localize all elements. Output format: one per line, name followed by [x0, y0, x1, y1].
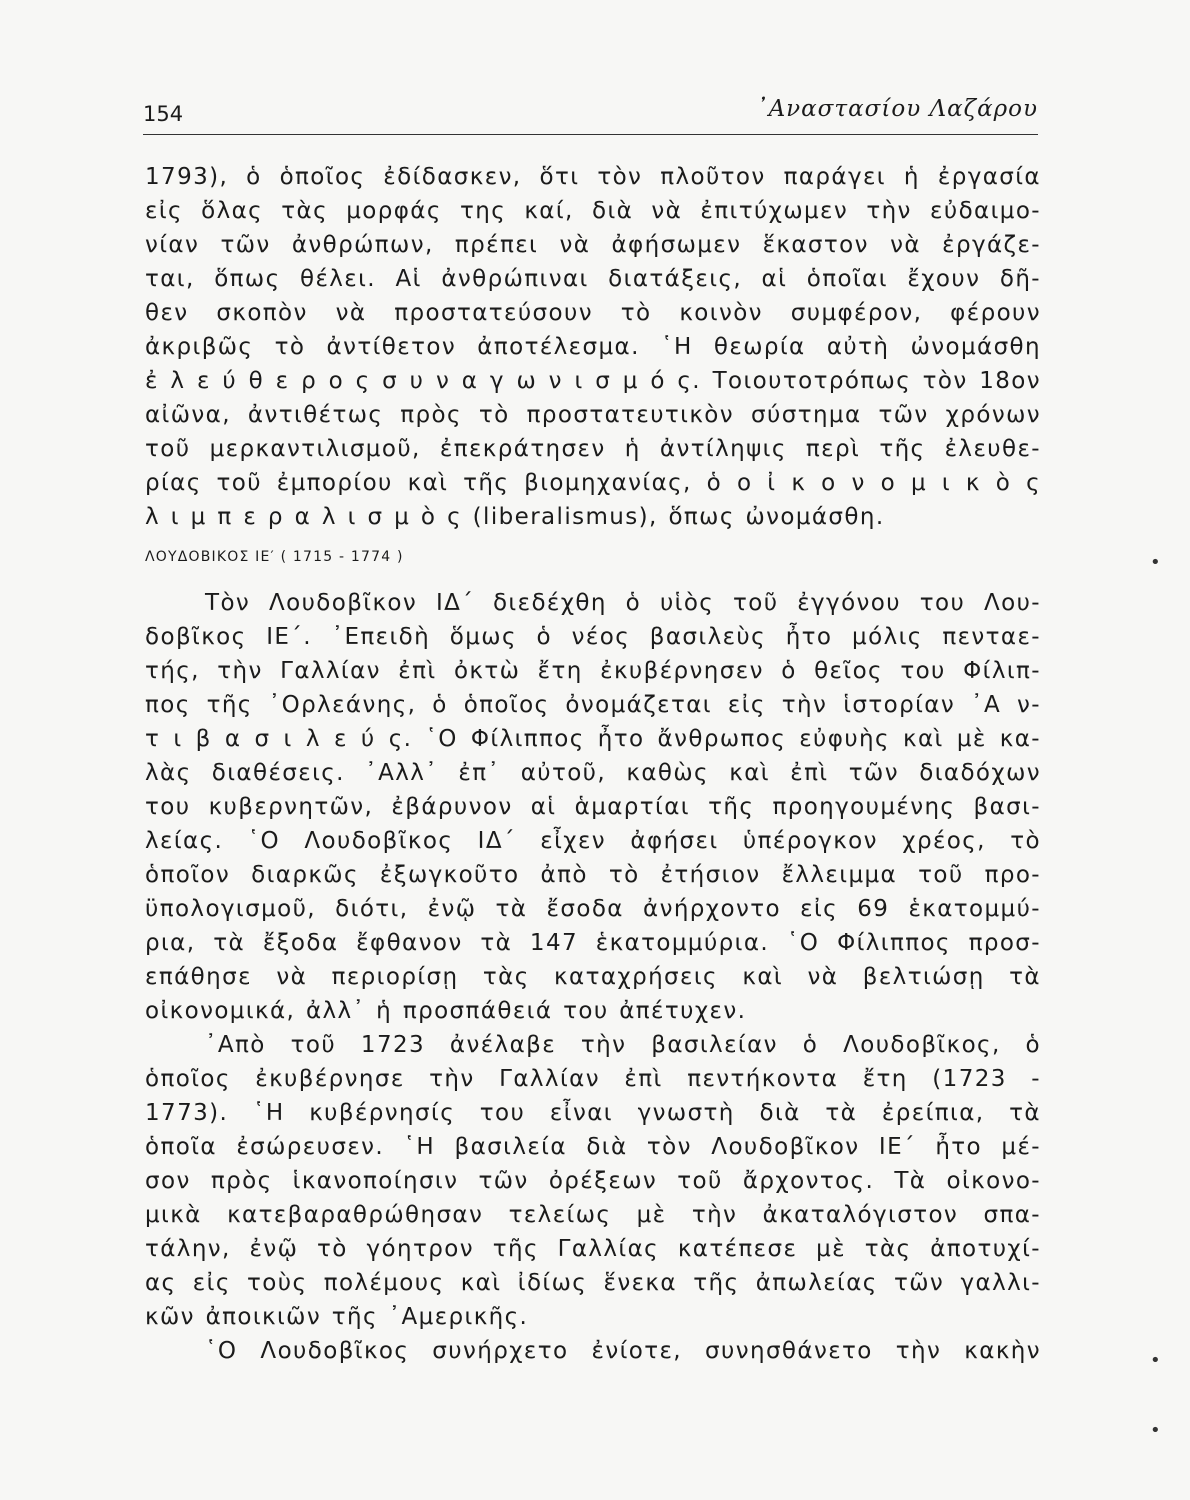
text-line: του κυβερνητῶν, ἐβάρυνον αἱ ἁμαρτίαι τῆς προηγουμένης βασι- — [145, 794, 1041, 820]
text-line: θεν σκοπὸν νὰ προστατεύσουν τὸ κοινὸν συμφέρον, φέρουν — [145, 300, 1041, 326]
section-heading: ΛΟΥΔΟΒΙΚΟΣ ΙΕ′ ( 1715 - 1774 ) — [145, 549, 404, 565]
running-head: ᾿Αναστασίου Λαζάρου — [756, 96, 1038, 122]
header-rule — [143, 134, 1038, 135]
text-line: ϋπολογισμοῦ, διότι, ἐνῷ τὰ ἔσοδα ἀνήρχοντο εἰς 69 ἑκατομμύ- — [145, 896, 1041, 922]
text-line: 1773). ῾Η κυβέρνησίς του εἶναι γνωστὴ διὰ τὰ ἐρείπια, τὰ — [145, 1100, 1041, 1126]
text-line: ρίας τοῦ ἐμπορίου καὶ τῆς βιομηχανίας, ὁ ο ἰ κ ο ν ο μ ι κ ὸ ς — [145, 470, 1041, 496]
page-number: 154 — [143, 102, 184, 126]
text-line: ας εἰς τοὺς πολέμους καὶ ἰδίως ἕνεκα τῆς ἀπωλείας τῶν γαλλι- — [145, 1270, 1041, 1296]
text-line: αἰῶνα, ἀντιθέτως πρὸς τὸ προστατευτικὸν σύστημα τῶν χρόνων — [145, 402, 1041, 428]
text-line: ὁποῖος ἐκυβέρνησε τὴν Γαλλίαν ἐπὶ πεντήκοντα ἔτη (1723 - — [145, 1066, 1041, 1092]
paragraph-3 — [145, 1028, 1041, 1334]
text-line: τ ι β α σ ι λ ε ύ ς. ῾Ο Φίλιππος ἦτο ἄνθρωπος εὐφυὴς καὶ μὲ κα- — [145, 726, 1041, 752]
margin-mark: • — [1150, 1420, 1161, 1441]
text-line: ὁποῖον διαρκῶς ἐξωγκοῦτο ἀπὸ τὸ ἐτήσιον ἔλλειμμα τοῦ προ- — [145, 862, 1041, 888]
text-line: τοῦ μερκαντιλισμοῦ, ἐπεκράτησεν ἡ ἀντίληψις περὶ τῆς ἐλευθε- — [145, 436, 1041, 462]
text-line: εἰς ὅλας τὰς μορφάς της καί, διὰ νὰ ἐπιτύχωμεν τὴν εὐδαιμο- — [145, 198, 1041, 224]
text-line: οἰκονομικά, ἀλλ᾿ ἡ προσπάθειά του ἀπέτυχεν. — [145, 998, 747, 1024]
text-line: 1793), ὁ ὁποῖος ἐδίδασκεν, ὅτι τὸν πλοῦτον παράγει ἡ ἐργασία — [145, 164, 1041, 190]
text-line: πος τῆς ᾿Ορλεάνης, ὁ ὁποῖος ὀνομάζεται εἰς τὴν ἱστορίαν ᾿Α ν- — [145, 692, 1041, 718]
text-line: νίαν τῶν ἀνθρώπων, πρέπει νὰ ἀφήσωμεν ἕκαστον νὰ ἐργάζε- — [145, 232, 1041, 258]
text-line: ρια, τὰ ἔξοδα ἔφθανον τὰ 147 ἑκατομμύρια. ῾Ο Φίλιππος προσ- — [145, 930, 1041, 956]
paragraph-2 — [145, 586, 1041, 1028]
margin-mark: • — [1150, 1350, 1161, 1371]
text-line: ται, ὅπως θέλει. Αἱ ἀνθρώπιναι διατάξεις, αἱ ὁποῖαι ἔχουν δῆ- — [145, 266, 1041, 292]
text-line: κῶν ἀποικιῶν τῆς ᾿Αμερικῆς. — [145, 1304, 529, 1330]
text-line: λ ι μ π ε ρ α λ ι σ μ ὸ ς (liberalismus), ὅπως ὠνομάσθη. — [145, 504, 885, 530]
body-text — [145, 160, 1041, 1368]
text-line: τής, τὴν Γαλλίαν ἐπὶ ὀκτὼ ἔτη ἐκυβέρνησεν ὁ θεῖος του Φίλιπ- — [145, 658, 1041, 684]
text-line: σον πρὸς ἱκανοποίησιν τῶν ὀρέξεων τοῦ ἄρχοντος. Τὰ οἰκονο- — [145, 1168, 1041, 1194]
text-line: ᾿Απὸ τοῦ 1723 ἀνέλαβε τὴν βασιλείαν ὁ Λουδοβῖκος, ὁ — [205, 1032, 1041, 1058]
text-line: τάλην, ἐνῷ τὸ γόητρον τῆς Γαλλίας κατέπεσε μὲ τὰς ἀποτυχί- — [145, 1236, 1041, 1262]
text-line: Τὸν Λουδοβῖκον ΙΔ΄ διεδέχθη ὁ υἱὸς τοῦ ἐγγόνου του Λου- — [205, 590, 1041, 616]
paragraph-1 — [145, 160, 1041, 534]
text-line: λὰς διαθέσεις. ᾿Αλλ᾿ ἐπ᾿ αὐτοῦ, καθὼς καὶ ἐπὶ τῶν διαδόχων — [145, 760, 1041, 786]
text-line: επάθησε νὰ περιορίσῃ τὰς καταχρήσεις καὶ νὰ βελτιώσῃ τὰ — [145, 964, 1041, 990]
text-line: ὁποῖα ἐσώρευσεν. ῾Η βασιλεία διὰ τὸν Λουδοβῖκον ΙΕ΄ ἦτο μέ- — [145, 1134, 1041, 1160]
text-line: δοβῖκος ΙΕ΄. ᾿Επειδὴ ὅμως ὁ νέος βασιλεὺς ἦτο μόλις πενταε- — [145, 624, 1041, 650]
text-line: μικὰ κατεβαραθρώθησαν τελείως μὲ τὴν ἀκαταλόγιστον σπα- — [145, 1202, 1041, 1228]
text-line: ῾Ο Λουδοβῖκος συνήρχετο ἐνίοτε, συνησθάνετο τὴν κακὴν — [205, 1338, 1041, 1364]
margin-mark: • — [1150, 552, 1161, 573]
text-line: ἀκριβῶς τὸ ἀντίθετον ἀποτέλεσμα. ῾Η θεωρία αὐτὴ ὠνομάσθη — [145, 334, 1041, 360]
paragraph-4 — [145, 1334, 1041, 1368]
text-line: λείας. ῾Ο Λουδοβῖκος ΙΔ΄ εἶχεν ἀφήσει ὑπέρογκον χρέος, τὸ — [145, 828, 1041, 854]
text-line: ἐ λ ε ύ θ ε ρ ο ς σ υ ν α γ ω ν ι σ μ ό ς. Τοιουτοτρόπως τὸν 18ον — [145, 368, 1041, 394]
